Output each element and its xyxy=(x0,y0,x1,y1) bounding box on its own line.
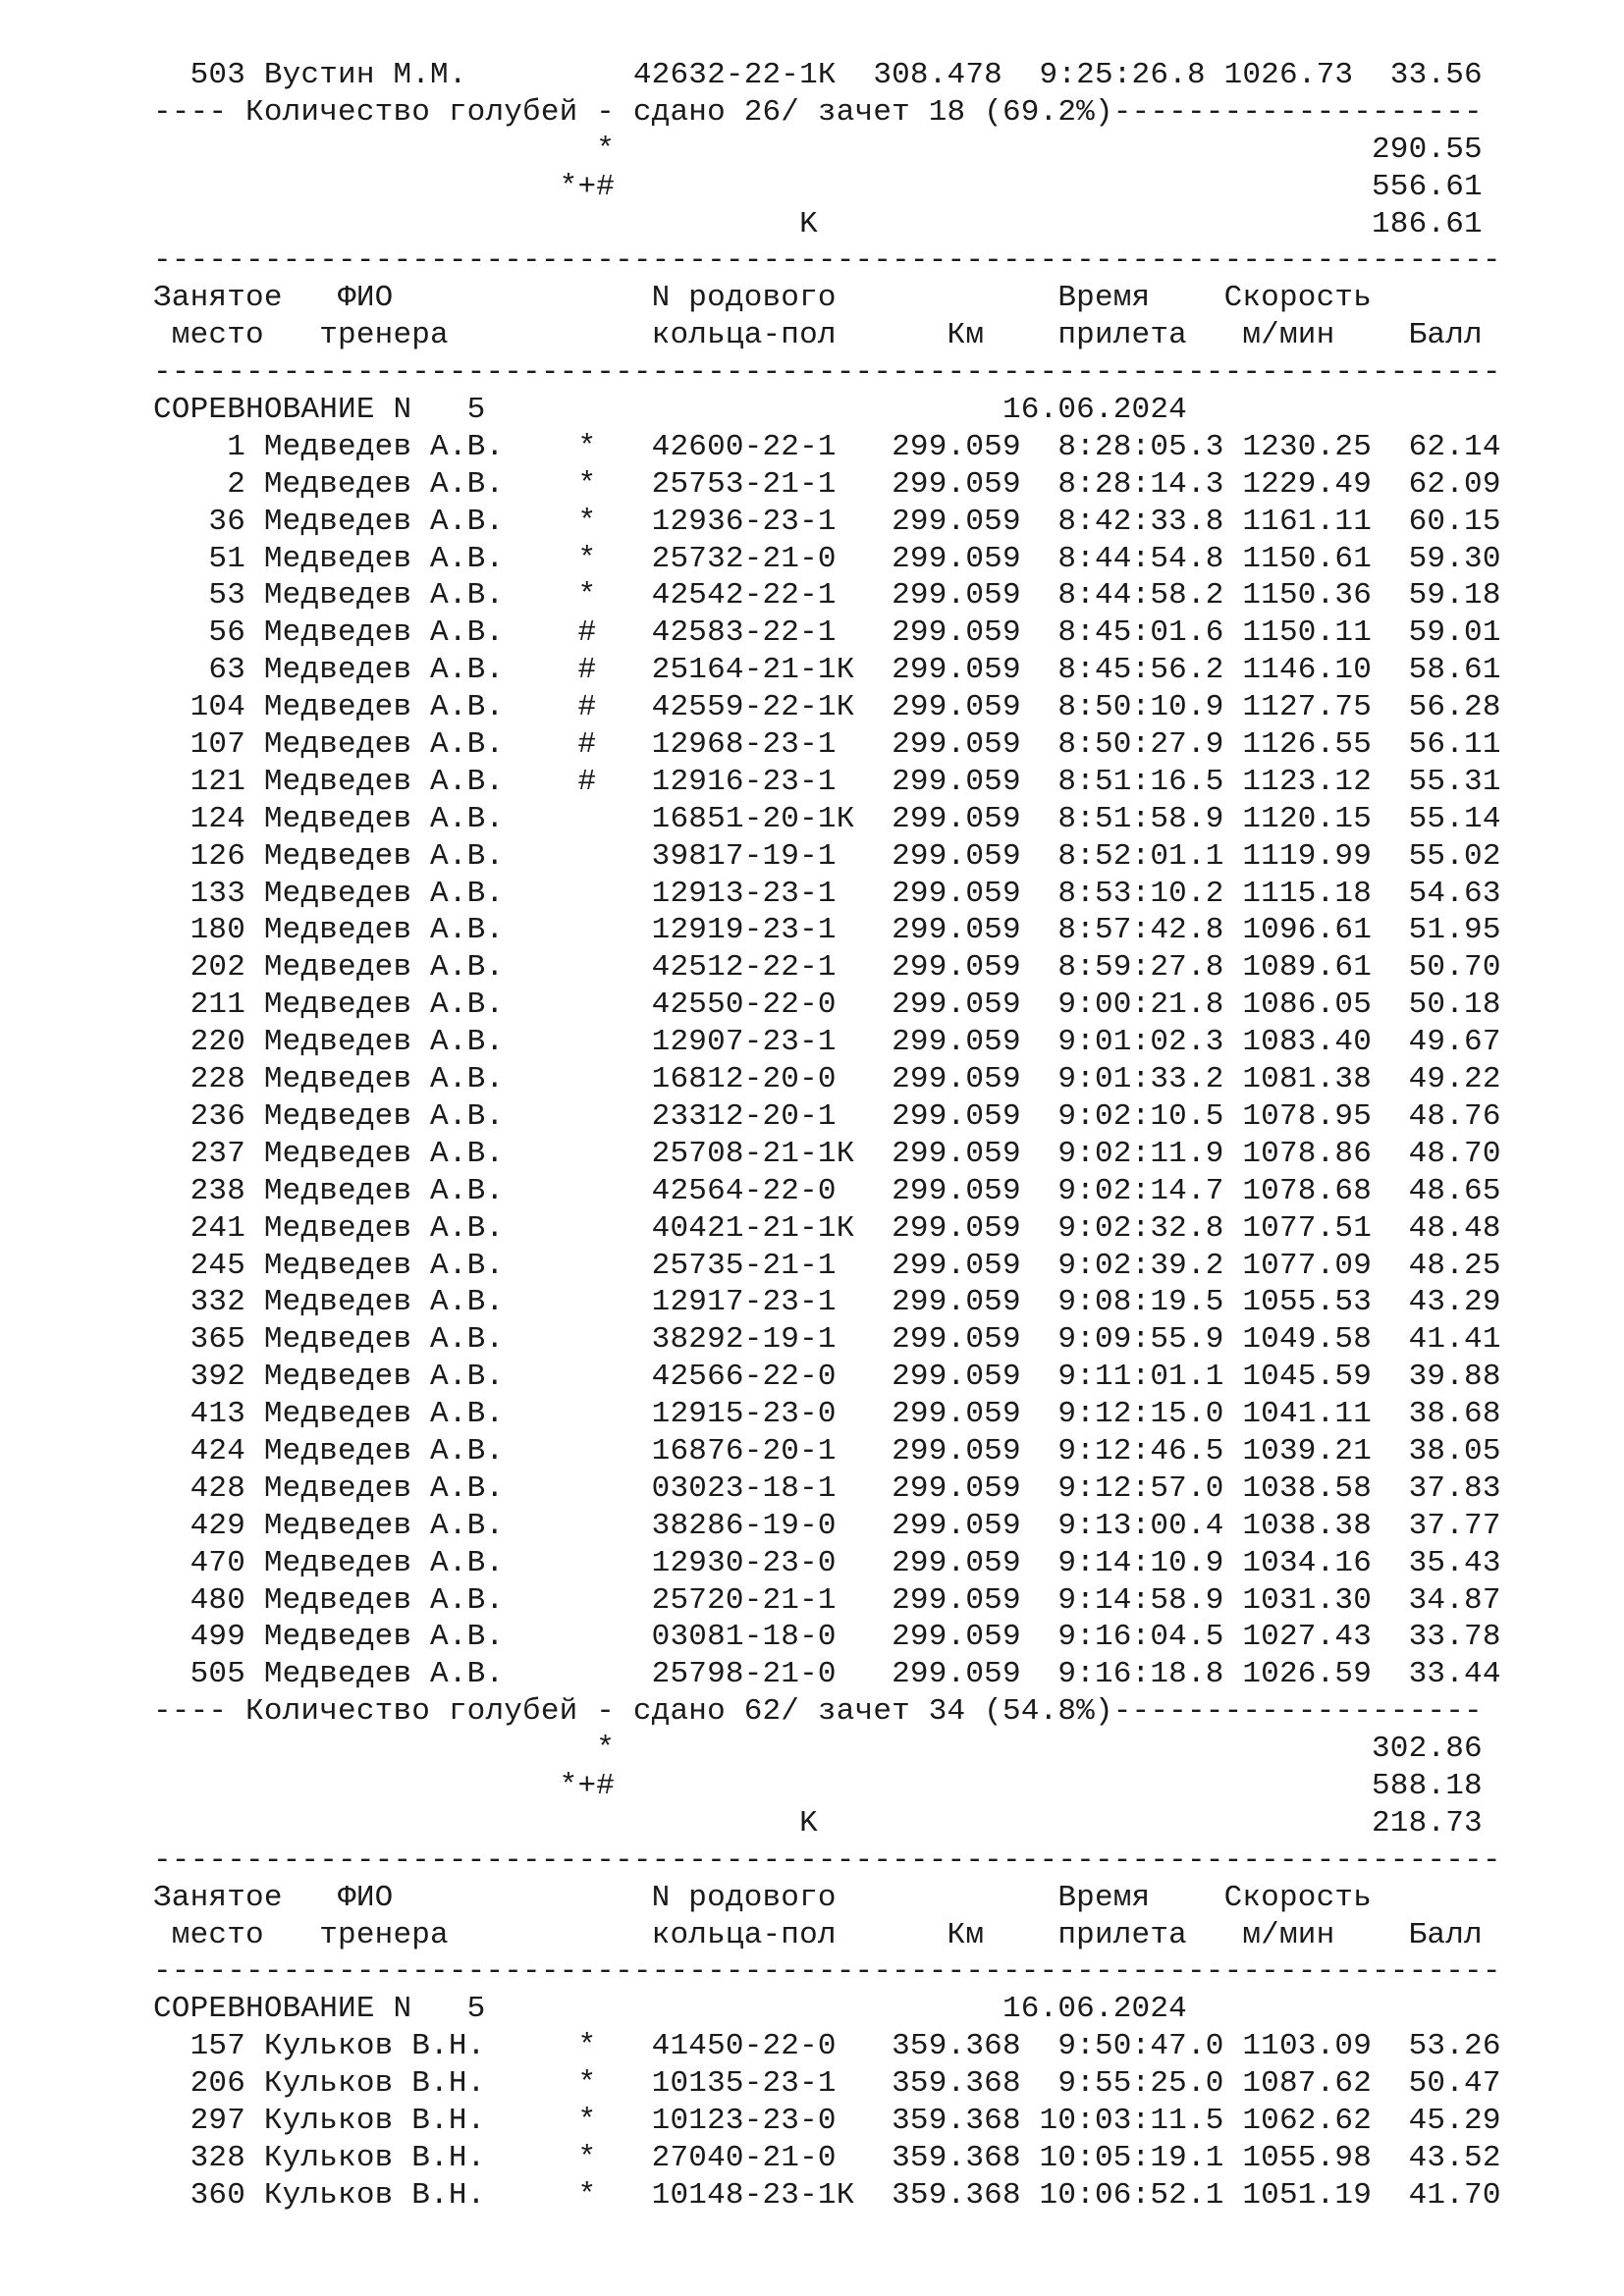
result-row: 126 Медведев А.В. 39817-19-1 299.059 8:52:01.1 1119.99 55.02 xyxy=(153,838,1501,874)
result-row: 180 Медведев А.В. 12919-23-1 299.059 8:57:42.8 1096.61 51.95 xyxy=(153,913,1501,948)
result-row: 245 Медведев А.В. 25735-21-1 299.059 9:02:39.2 1077.09 48.25 xyxy=(153,1248,1501,1283)
column-header: Занятое ФИО N родового Время Скорость xyxy=(153,281,1372,316)
totals-line: *+# 556.61 xyxy=(153,169,1483,204)
result-row: 505 Медведев А.В. 25798-21-0 299.059 9:16:18.8 1026.59 33.44 xyxy=(153,1657,1501,1692)
separator-line: ------------------------------------------------------------------------- xyxy=(153,1842,1501,1878)
result-row: 360 Кульков В.Н. * 10148-23-1К 359.368 10:06:52.1 1051.19 41.70 xyxy=(153,2177,1501,2213)
column-header: место тренера кольца-пол Км прилета м/мин Балл xyxy=(153,1917,1483,1952)
totals-line: * 290.55 xyxy=(153,132,1483,167)
result-row: 238 Медведев А.В. 42564-22-0 299.059 9:02:14.7 1078.68 48.65 xyxy=(153,1173,1501,1208)
separator-line: ------------------------------------------------------------------------- xyxy=(153,243,1501,279)
result-row: 157 Кульков В.Н. * 41450-22-0 359.368 9:50:47.0 1103.09 53.26 xyxy=(153,2029,1501,2064)
competition-header: СОРЕВНОВАНИЕ N 5 16.06.2024 xyxy=(153,393,1187,428)
result-row: 413 Медведев А.В. 12915-23-0 299.059 9:12:15.0 1041.11 38.68 xyxy=(153,1397,1501,1432)
column-header: Занятое ФИО N родового Время Скорость xyxy=(153,1880,1372,1915)
result-row: 220 Медведев А.В. 12907-23-1 299.059 9:01:02.3 1083.40 49.67 xyxy=(153,1025,1501,1060)
totals-line: K 186.61 xyxy=(153,206,1483,241)
result-row: 56 Медведев А.В. # 42583-22-1 299.059 8:45:01.6 1150.11 59.01 xyxy=(153,615,1501,651)
result-row: 328 Кульков В.Н. * 27040-21-0 359.368 10:05:19.1 1055.98 43.52 xyxy=(153,2140,1501,2175)
result-row: 236 Медведев А.В. 23312-20-1 299.059 9:02:10.5 1078.95 48.76 xyxy=(153,1098,1501,1134)
competition-header: СОРЕВНОВАНИЕ N 5 16.06.2024 xyxy=(153,1992,1187,2027)
result-row: 211 Медведев А.В. 42550-22-0 299.059 9:00:21.8 1086.05 50.18 xyxy=(153,988,1501,1023)
result-row: 124 Медведев А.В. 16851-20-1К 299.059 8:51:58.9 1120.15 55.14 xyxy=(153,801,1501,836)
result-row: 63 Медведев А.В. # 25164-21-1К 299.059 8:45:56.2 1146.10 58.61 xyxy=(153,653,1501,688)
result-row: 206 Кульков В.Н. * 10135-23-1 359.368 9:55:25.0 1087.62 50.47 xyxy=(153,2066,1501,2102)
result-row: 503 Вустин М.М. 42632-22-1К 308.478 9:25:26.8 1026.73 33.56 xyxy=(153,58,1483,92)
result-row: 241 Медведев А.В. 40421-21-1К 299.059 9:02:32.8 1077.51 48.48 xyxy=(153,1210,1501,1246)
result-row: 2 Медведев А.В. * 25753-21-1 299.059 8:28:14.3 1229.49 62.09 xyxy=(153,466,1501,502)
result-row: 424 Медведев А.В. 16876-20-1 299.059 9:12:46.5 1039.21 38.05 xyxy=(153,1433,1501,1468)
result-row: 499 Медведев А.В. 03081-18-0 299.059 9:16:04.5 1027.43 33.78 xyxy=(153,1620,1501,1655)
result-row: 237 Медведев А.В. 25708-21-1К 299.059 9:02:11.9 1078.86 48.70 xyxy=(153,1136,1501,1171)
result-row: 107 Медведев А.В. # 12968-23-1 299.059 8:50:27.9 1126.55 56.11 xyxy=(153,727,1501,763)
totals-line: * 302.86 xyxy=(153,1732,1483,1767)
totals-line: *+# 588.18 xyxy=(153,1768,1483,1803)
result-row: 53 Медведев А.В. * 42542-22-1 299.059 8:44:58.2 1150.36 59.18 xyxy=(153,578,1501,614)
summary-line: ---- Количество голубей - сдано 62/ зачет 34 (54.8%)-------------------- xyxy=(153,1694,1483,1730)
result-row: 332 Медведев А.В. 12917-23-1 299.059 9:08:19.5 1055.53 43.29 xyxy=(153,1285,1501,1320)
result-row: 121 Медведев А.В. # 12916-23-1 299.059 8:51:16.5 1123.12 55.31 xyxy=(153,764,1501,799)
result-row: 480 Медведев А.В. 25720-21-1 299.059 9:14:58.9 1031.30 34.87 xyxy=(153,1582,1501,1618)
result-row: 228 Медведев А.В. 16812-20-0 299.059 9:01:33.2 1081.38 49.22 xyxy=(153,1062,1501,1097)
result-row: 133 Медведев А.В. 12913-23-1 299.059 8:53:10.2 1115.18 54.63 xyxy=(153,876,1501,911)
result-row: 429 Медведев А.В. 38286-19-0 299.059 9:13:00.4 1038.38 37.77 xyxy=(153,1508,1501,1543)
summary-line: ---- Количество голубей - сдано 26/ зачет 18 (69.2%)-------------------- xyxy=(153,94,1483,130)
result-row: 365 Медведев А.В. 38292-19-1 299.059 9:09:55.9 1049.58 41.41 xyxy=(153,1322,1501,1358)
column-header: место тренера кольца-пол Км прилета м/мин Балл xyxy=(153,318,1483,353)
separator-line: ------------------------------------------------------------------------- xyxy=(153,1954,1501,1990)
result-row: 470 Медведев А.В. 12930-23-0 299.059 9:14:10.9 1034.16 35.43 xyxy=(153,1545,1501,1580)
result-row: 36 Медведев А.В. * 12936-23-1 299.059 8:42:33.8 1161.11 60.15 xyxy=(153,504,1501,539)
totals-line: K 218.73 xyxy=(153,1805,1483,1841)
result-row: 428 Медведев А.В. 03023-18-1 299.059 9:12:57.0 1038.58 37.83 xyxy=(153,1470,1501,1506)
result-row: 392 Медведев А.В. 42566-22-0 299.059 9:11:01.1 1045.59 39.88 xyxy=(153,1360,1501,1395)
result-row: 51 Медведев А.В. * 25732-21-0 299.059 8:44:54.8 1150.61 59.30 xyxy=(153,541,1501,576)
result-row: 104 Медведев А.В. # 42559-22-1К 299.059 8:50:10.9 1127.75 56.28 xyxy=(153,690,1501,725)
result-row: 297 Кульков В.Н. * 10123-23-0 359.368 10:03:11.5 1062.62 45.29 xyxy=(153,2103,1501,2138)
separator-line: ------------------------------------------------------------------------- xyxy=(153,355,1501,391)
result-row: 1 Медведев А.В. * 42600-22-1 299.059 8:28:05.3 1230.25 62.14 xyxy=(153,429,1501,464)
result-row: 202 Медведев А.В. 42512-22-1 299.059 8:59:27.8 1089.61 50.70 xyxy=(153,950,1501,986)
